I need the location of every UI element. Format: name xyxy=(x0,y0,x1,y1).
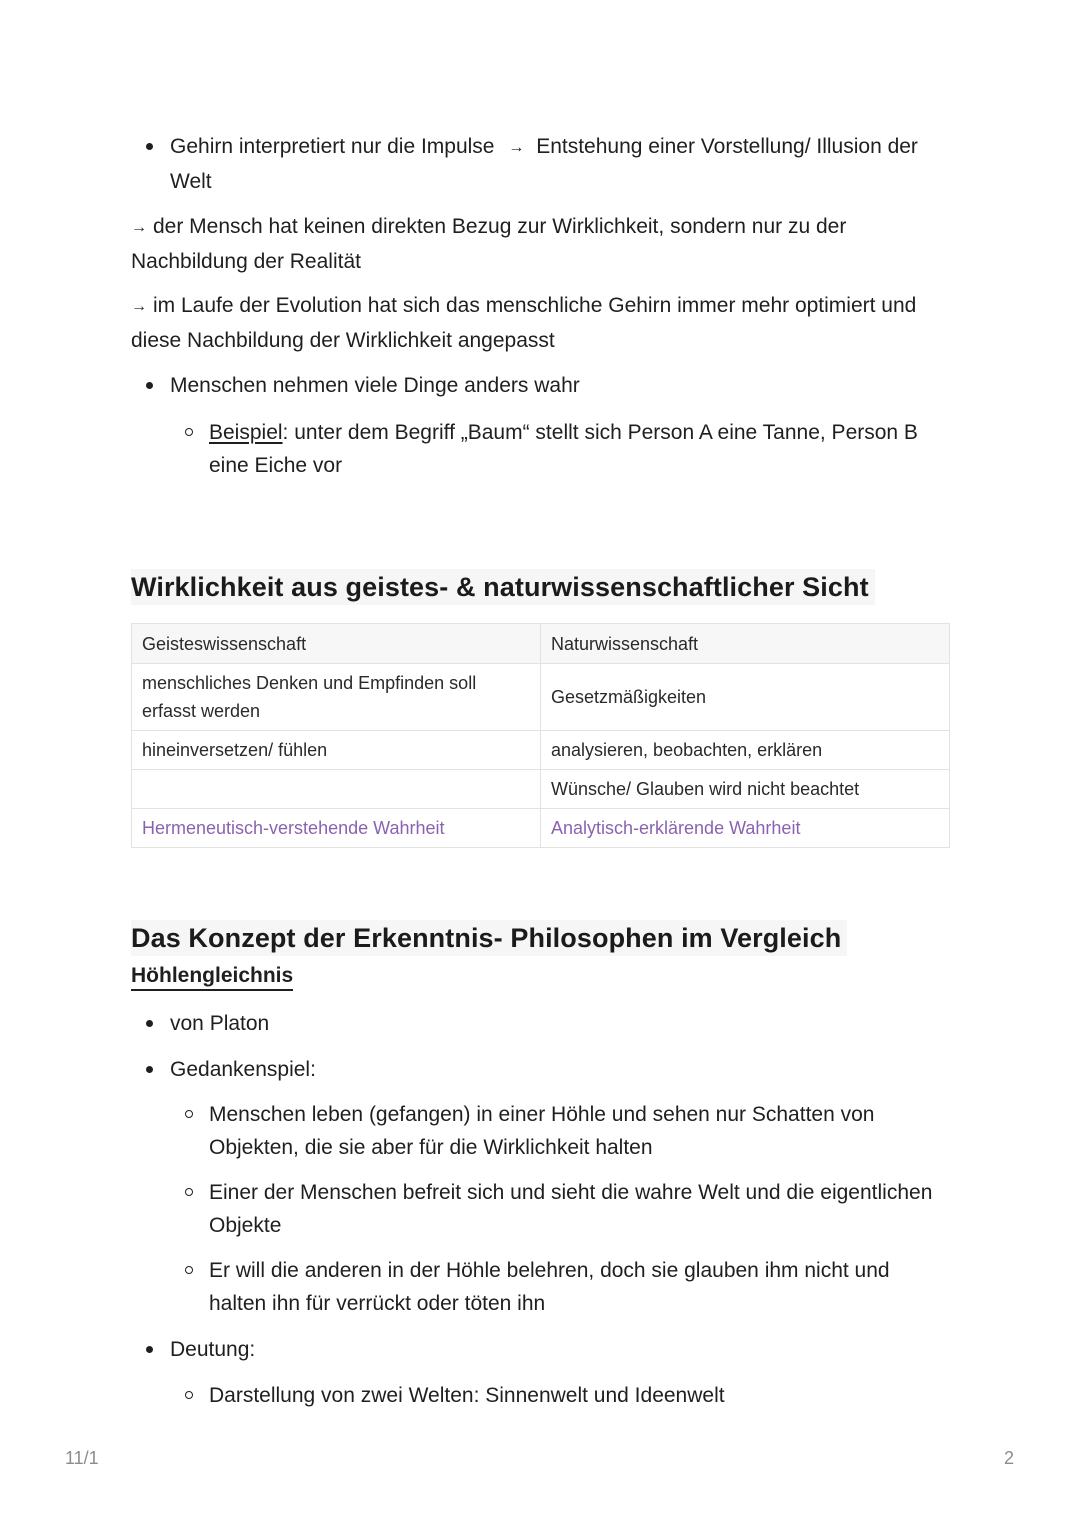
sub-bullet-text: Er will die anderen in der Höhle belehren, doch sie glauben ihm nicht und halten ihn für verrückt oder töten ihn xyxy=(209,1259,890,1315)
bullet-text: Deutung: xyxy=(170,1338,256,1361)
bullet-dot-icon xyxy=(146,1066,153,1073)
footer-course-label: 11/1 xyxy=(65,1448,99,1468)
section-heading-wirklichkeit: Wirklichkeit aus geistes- & naturwissenschaftlicher Sicht xyxy=(131,569,875,605)
table-cell-wahrheit: Hermeneutisch-verstehende Wahrheit xyxy=(132,809,541,848)
bullet-ring-icon xyxy=(185,1266,193,1274)
bullet-text: Gedankenspiel: xyxy=(170,1058,316,1081)
table-row xyxy=(132,809,950,848)
bullet-text: von Platon xyxy=(170,1012,270,1035)
table-cell: menschliches Denken und Empfinden soll erfasst werden xyxy=(132,664,541,731)
paragraph-evolution xyxy=(131,289,951,357)
beispiel-text: : unter dem Begriff „Baum“ stellt sich Person A eine Tanne, Person B eine Eiche vor xyxy=(209,421,918,477)
sub-bullet xyxy=(131,1176,951,1242)
bullet-wahrnehmung xyxy=(131,369,951,402)
comparison-table xyxy=(131,623,950,848)
paragraph-bezug xyxy=(131,210,951,278)
bullet-dot-icon xyxy=(146,1020,153,1027)
sub-bullet xyxy=(131,1098,951,1164)
sub-bullet-text: Einer der Menschen befreit sich und sieht die wahre Welt und die eigentlichen Objekte xyxy=(209,1181,933,1237)
table-row xyxy=(132,664,950,731)
section-heading-erkenntnis: Das Konzept der Erkenntnis- Philosophen im Vergleich xyxy=(131,920,847,956)
table-cell xyxy=(132,770,541,809)
bullet-text-a: Gehirn interpretiert nur die Impulse xyxy=(170,135,495,158)
bullet-gehirn xyxy=(131,130,951,198)
subheading-hoehlengleichnis: Höhlengleichnis xyxy=(131,963,293,991)
sub-bullet-text: Darstellung von zwei Welten: Sinnenwelt und Ideenwelt xyxy=(209,1384,725,1407)
sub-bullet-text: Menschen leben (gefangen) in einer Höhle und sehen nur Schatten von Objekten, die sie aber für die Wirklichkeit halten xyxy=(209,1103,875,1159)
bullet-ring-icon xyxy=(185,1188,193,1196)
table-row xyxy=(132,770,950,809)
bullet-gedankenspiel xyxy=(131,1053,951,1086)
table-cell: hineinversetzen/ fühlen xyxy=(132,731,541,770)
bullet-dot-icon xyxy=(146,382,153,389)
bullet-ring-icon xyxy=(185,1110,193,1118)
table-header-cell: Geisteswissenschaft xyxy=(132,624,541,664)
bullet-deutung xyxy=(131,1333,951,1366)
page-content xyxy=(131,130,951,1412)
table-cell: Gesetzmäßigkeiten xyxy=(541,664,950,731)
sub-bullet-beispiel xyxy=(131,416,951,482)
bullet-text: Menschen nehmen viele Dinge anders wahr xyxy=(170,374,580,397)
arrow-right-icon: → xyxy=(508,139,525,156)
bullet-dot-icon xyxy=(146,1346,153,1353)
bullet-text-b: Entstehung einer Vorstellung/ Illusion der Welt xyxy=(170,135,918,193)
paragraph-text: der Mensch hat keinen direkten Bezug zur Wirklichkeit, sondern nur zu der Nachbildung der Realität xyxy=(131,215,847,273)
sub-bullet xyxy=(131,1254,951,1320)
sub-bullet xyxy=(131,1379,951,1412)
table-row xyxy=(132,731,950,770)
beispiel-label: Beispiel xyxy=(209,421,283,444)
table-cell-wahrheit: Analytisch-erklärende Wahrheit xyxy=(541,809,950,848)
bullet-ring-icon xyxy=(185,1391,193,1399)
paragraph-text: im Laufe der Evolution hat sich das menschliche Gehirn immer mehr optimiert und diese Nachbildung der Wirklichkeit angepasst xyxy=(131,294,917,352)
table-cell: analysieren, beobachten, erklären xyxy=(541,731,950,770)
table-header-cell: Naturwissenschaft xyxy=(541,624,950,664)
arrow-right-icon: → xyxy=(131,219,147,236)
bullet-dot-icon xyxy=(146,143,153,150)
bullet-platon xyxy=(131,1007,951,1040)
arrow-right-icon: → xyxy=(131,298,147,315)
bullet-ring-icon xyxy=(185,428,193,436)
table-cell: Wünsche/ Glauben wird nicht beachtet xyxy=(541,770,950,809)
footer-page-number: 2 xyxy=(1004,1448,1015,1468)
table-header-row xyxy=(132,624,950,664)
